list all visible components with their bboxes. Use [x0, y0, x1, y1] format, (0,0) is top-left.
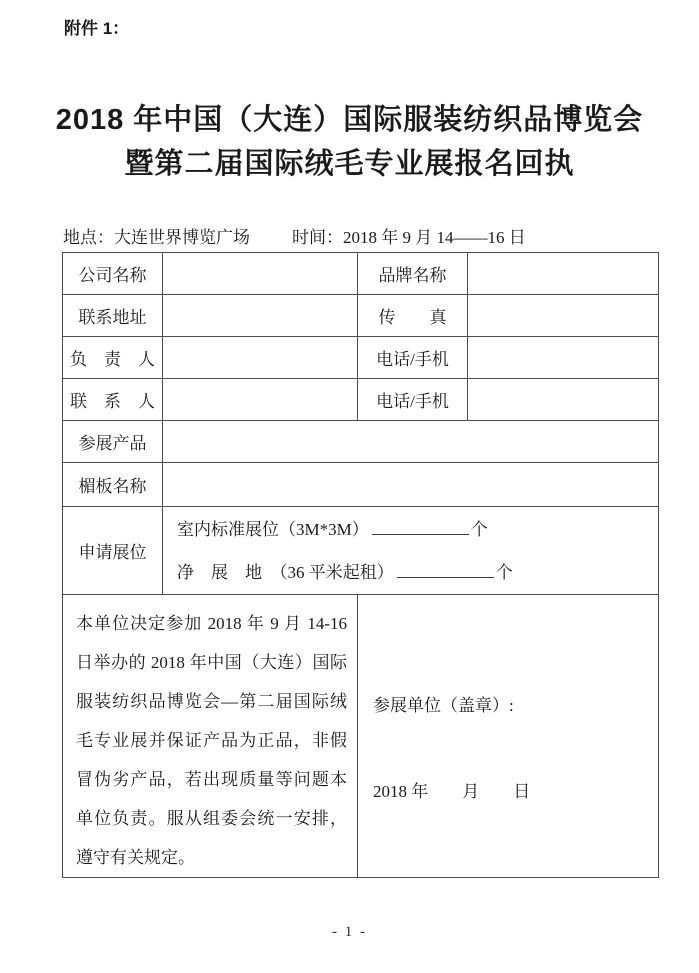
- table-row-person-in-charge: [63, 337, 659, 379]
- phone-mobile-value-cell-1: [468, 337, 659, 379]
- time-value: 2018 年 9 月 14——16 日: [343, 228, 526, 247]
- raw-space-text: 净 展 地 （36 平米起租）: [177, 562, 394, 582]
- table-row-exhibit-products: [63, 421, 659, 463]
- table-row-booth-application: [63, 507, 659, 595]
- fax-value-cell: [468, 295, 659, 337]
- standard-booth-blank-underline: [372, 520, 469, 535]
- contact-person-label: 联 系 人: [63, 379, 163, 421]
- raw-space-unit: 个: [495, 562, 513, 582]
- brand-name-value-cell: [468, 253, 659, 295]
- venue-time-line: [63, 223, 526, 248]
- document-title-line2: 暨第二届国际绒毛专业展报名回执: [124, 148, 575, 180]
- table-row-company-brand: [63, 253, 659, 295]
- person-in-charge-value-cell: [163, 337, 358, 379]
- table-row-contact-person: [63, 379, 659, 421]
- company-name-value-cell: [163, 253, 358, 295]
- page-number: - 1 -: [332, 924, 367, 940]
- phone-mobile-label-2: 电话/手机: [358, 379, 468, 421]
- document-title-line1: 2018 年中国（大连）国际服装纺织品博览会: [55, 104, 644, 136]
- venue-value: 大连世界博览广场: [114, 228, 250, 247]
- venue-label: 地点：: [63, 228, 114, 247]
- standard-booth-unit: 个: [470, 519, 488, 539]
- standard-booth-line: [177, 508, 658, 551]
- agreement-statement: 本单位决定参加 2018 年 9 月 14-16 日举办的 2018 年中国（大连）国际服装纺织品博览会—第二届国际绒毛专业展并保证产品为正品，非假冒伪劣产品，若出现质量等问题本单位负责。服从组委会统一安排，遵守有关规定。: [63, 595, 358, 878]
- fascia-name-value-cell: [163, 463, 659, 507]
- exhibit-products-label: 参展产品: [63, 421, 163, 463]
- brand-name-label: 品牌名称: [358, 253, 468, 295]
- person-in-charge-label: 负 责 人: [63, 337, 163, 379]
- table-row-fascia-name: [63, 463, 659, 507]
- standard-booth-text: 室内标准展位（3M*3M）: [177, 519, 369, 539]
- booth-options-cell: [163, 507, 659, 595]
- document-title: [0, 98, 699, 186]
- company-name-label: 公司名称: [63, 253, 163, 295]
- stamp-label: 参展单位（盖章）:: [373, 696, 514, 715]
- time-label: 时间：: [292, 228, 343, 247]
- contact-address-value-cell: [163, 295, 358, 337]
- registration-table: [62, 252, 659, 878]
- signature-cell: [358, 595, 659, 878]
- attachment-label: 附件 1：: [64, 19, 130, 38]
- table-row-agreement: [63, 595, 659, 878]
- table-row-address-fax: [63, 295, 659, 337]
- date-line: 2018 年 月 日: [373, 782, 531, 801]
- phone-mobile-value-cell-2: [468, 379, 659, 421]
- fax-label: 传 真: [358, 295, 468, 337]
- contact-person-value-cell: [163, 379, 358, 421]
- booth-application-label: 申请展位: [63, 507, 163, 595]
- raw-space-blank-underline: [397, 563, 494, 578]
- raw-space-line: [177, 551, 658, 594]
- time-group: [292, 228, 526, 247]
- fascia-name-label: 楣板名称: [63, 463, 163, 507]
- exhibit-products-value-cell: [163, 421, 659, 463]
- phone-mobile-label-1: 电话/手机: [358, 337, 468, 379]
- contact-address-label: 联系地址: [63, 295, 163, 337]
